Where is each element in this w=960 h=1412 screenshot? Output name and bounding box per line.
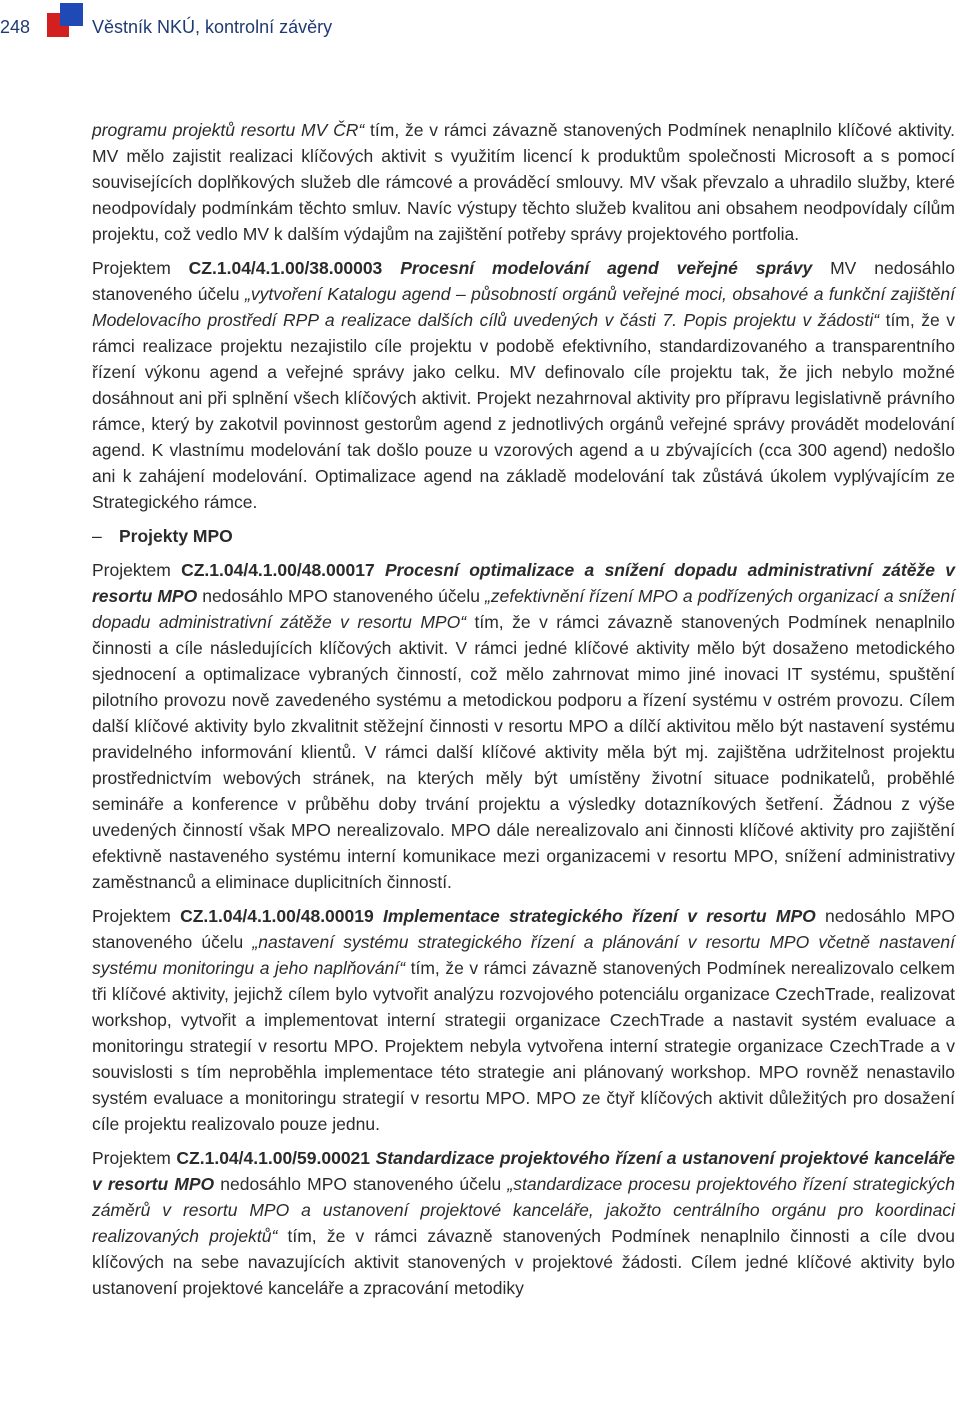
project-purpose: „vytvoření Katalogu agend – působností orgánů veřejné moci, obsahové a funkční zajištění Modelovacího prostředí RPP a realizace dalších cílů uvedených v části 7. Popis projektu v žádosti“ (92, 284, 955, 330)
section-heading-label: Projekty MPO (119, 526, 233, 546)
paragraph-text: tím, že v rámci závazně stanovených Podmínek nenaplnilo činnosti a cíle následujících klíčových aktivit. V rámci jedné klíčové aktivity mělo být dosaženo metodického sjednocení a optimalizace vybraných činností, což mělo zahrnovat mimo jiné inovaci IT systému, spuštění pilotního provozu nově zavedeného systému a metodickou podporu a řízení systému v ostrém provozu. Cílem další klíčové aktivity bylo zkvalitnit stěžejní činnosti v resortu MPO a dílčí aktivitou mělo být nastavení systému pravidelného informování klientů. V rámci další klíčové aktivity měla být mj. zajištěna udržitelnost projektu prostřednictvím webových stránek, na kterých měly být umístěny životní situace podnikatelů, proběhlé semináře a konference v průběhu doby trvání projektu a výsledky dotazníkových šetření. Žádnou z výše uvedených činností však MPO nerealizovalo. MPO dále nerealizovalo ani činnosti klíčové aktivity pro zajištění efektivně nastaveného systému interní komunikace mezi organizacemi v resortu MPO, snížení administrativy zaměstnanců a eliminace duplicitních činností. (92, 612, 955, 892)
project-lead: Projektem (92, 1148, 177, 1168)
paragraph-mv-portfolio (92, 117, 955, 247)
paragraph-text: tím, že v rámci závazně stanovených Podmínek nenaplnilo činnosti a cíle dvou klíčových na sebe navazujících aktivit stanovených v projektové žádosti. Cílem jedné klíčové aktivity bylo ustanovení projektové kanceláře a zpracování metodiky (92, 1226, 955, 1298)
project-title: Standardizace projektového řízení a ustanovení projektové kanceláře v resortu MPO (92, 1148, 955, 1194)
section-heading-mpo (92, 523, 955, 549)
project-code: CZ.1.04/4.1.00/38.00003 (188, 258, 383, 278)
paragraph-text: MV nedosáhlo stanoveného účelu (92, 258, 956, 304)
logo-blue-square (60, 3, 83, 26)
nku-logo-icon (47, 3, 83, 37)
project-code: CZ.1.04/4.1.00/59.00021 (176, 1148, 371, 1168)
paragraph-text: tím, že v rámci závazně stanovených Podmínek nenaplnilo klíčové aktivity. MV mělo zajistit realizaci klíčových aktivit s využitím licencí k produktům společnosti Microsoft a s pomocí souvisejících doplňkových služeb dle rámcové a prováděcí smlouvy. MV však převzalo a uhradilo služby, které neodpovídaly podmínkám těchto smluv. Navíc výstupy těchto služeb kvalitou ani obsahem neodpovídaly cílům projektu, což vedlo MV k dalším výdajům na zajištění potřeby správy projektového portfolia. (92, 120, 956, 244)
page-number: 248 (0, 17, 31, 37)
paragraph-project-48-00019 (92, 903, 955, 1137)
paragraph-project-38-00003 (92, 255, 955, 515)
paragraph-project-48-00017 (92, 557, 955, 895)
document-body (92, 117, 955, 1309)
project-title: Procesní optimalizace a snížení dopadu administrativní zátěže v resortu MPO (92, 560, 955, 606)
project-title: Procesní modelování agend veřejné správy (400, 258, 813, 278)
space (382, 258, 400, 278)
dash-bullet: – (92, 526, 102, 546)
italic-project-name: programu projektů resortu MV ČR“ (92, 120, 365, 140)
publication-title: Věstník NKÚ, kontrolní závěry (92, 17, 333, 37)
project-code: CZ.1.04/4.1.00/48.00019 (180, 906, 374, 926)
project-code: CZ.1.04/4.1.00/48.00017 (181, 560, 375, 580)
project-purpose: „zefektivnění řízení MPO a podřízených organizací a snížení dopadu administrativní zátěže v resortu MPO“ (92, 586, 956, 632)
project-lead: Projektem (92, 906, 181, 926)
space (374, 906, 383, 926)
project-purpose: „standardizace procesu projektového řízení strategických záměrů v resortu MPO a ustanovení projektové kanceláře, jakožto centrálního orgánu pro koordinaci realizovaných projektů“ (92, 1174, 955, 1246)
paragraph-text: nedosáhlo MPO stanoveného účelu (214, 1174, 508, 1194)
project-title: Implementace strategického řízení v resortu MPO (383, 906, 816, 926)
page-header (0, 0, 960, 60)
space (375, 560, 385, 580)
paragraph-text: nedosáhlo MPO stanoveného účelu (197, 586, 486, 606)
project-lead: Projektem (92, 258, 189, 278)
paragraph-text: tím, že v rámci závazně stanovených Podmínek nerealizovalo celkem tři klíčové aktivity, jejichž cílem bylo vytvořit analýzu rozvojového potenciálu organizace CzechTrade, realizovat workshop, vytvořit a implementovat interní strategii organizace CzechTrade a nastavit systém evaluace a monitoringu strategií v resortu MPO. Projektem nebyla vytvořena interní strategie organizace CzechTrade a v souvislosti s tím neproběhla implementace této strategie ani plánovaný workshop. MPO rovněž nenastavilo systém evaluace a monitoringu strategií v resortu MPO. MPO ze čtyř klíčových aktivit důležitých pro dosažení cíle projektu realizovalo pouze jednu. (92, 958, 955, 1134)
project-lead: Projektem (92, 560, 182, 580)
paragraph-project-59-00021 (92, 1145, 955, 1301)
paragraph-text: nedosáhlo MPO stanoveného účelu (92, 906, 955, 952)
paragraph-text: tím, že v rámci realizace projektu nezajistilo cíle projektu v podobě efektivního, standardizovaného a transparentního řízení výkonu agend a veřejné správy jako celku. MV definovalo cíle projektu tak, že jich nebylo možné dosáhnout ani při splnění všech klíčových aktivit. Projekt nezahrnoval aktivity pro přípravu legislativně právního rámce, který by zakotvil povinnost gestorům agend z jednotlivých orgánů veřejné správy provádět modelování agend. K vlastnímu modelování tak došlo pouze u vzorových agend a u zbývajících (cca 300 agend) nedošlo ani k zahájení modelování. Optimalizace agend na základě modelování tak zůstává úkolem vyplývajícím ze Strategického rámce. (92, 310, 956, 512)
project-purpose: „nastavení systému strategického řízení a plánování v resortu MPO včetně nastavení systému monitoringu a jeho naplňování“ (92, 932, 955, 978)
